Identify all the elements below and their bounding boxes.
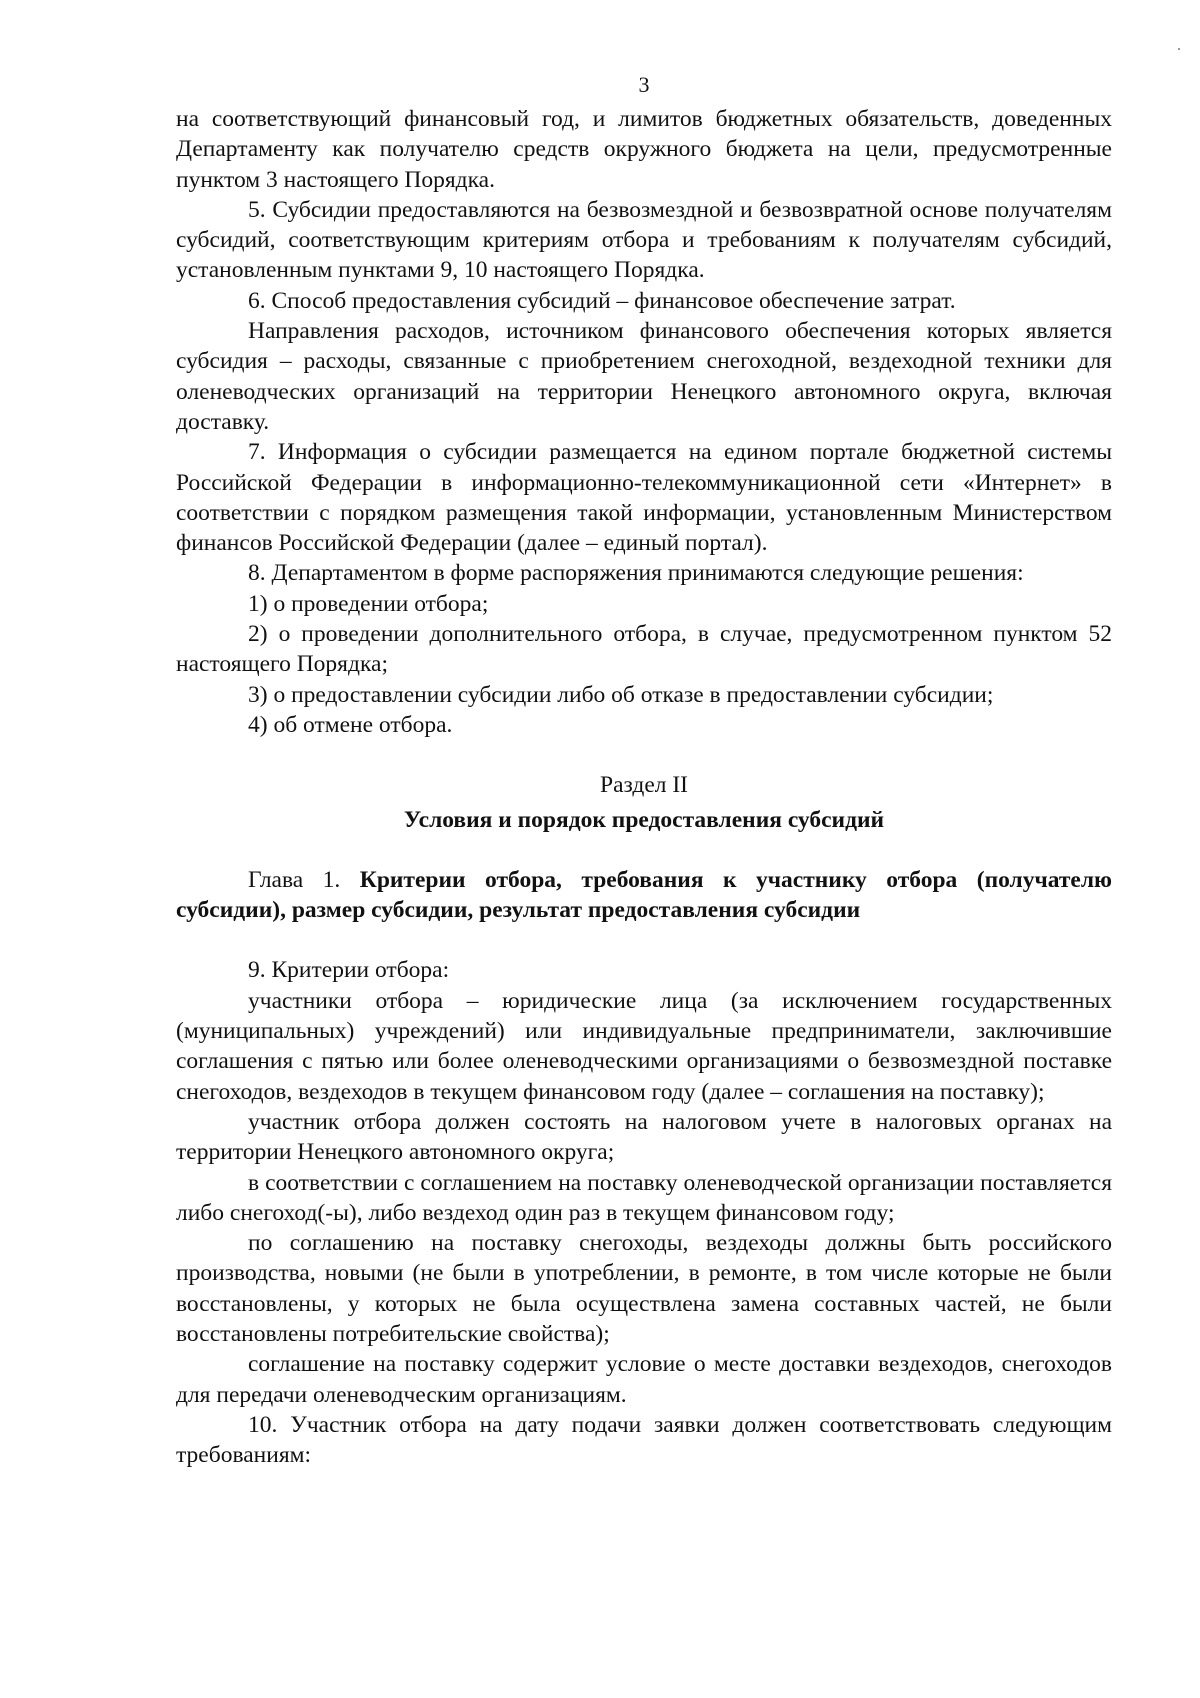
paragraph: 6. Способ предоставления субсидий – финансовое обеспечение затрат.: [248, 287, 956, 314]
list-item: 4) об отмене отбора.: [248, 711, 453, 738]
paragraph: 9. Критерии отбора:: [248, 957, 450, 984]
paragraph: участник отбора должен состоять на налоговом учете в налоговых органах на территории Ненецкого автономного округа;: [176, 1108, 1112, 1166]
page-number: 3: [638, 72, 650, 97]
scan-speck: [1178, 48, 1180, 50]
paragraph: на соответствующий финансовый год, и лимитов бюджетных обязательств, доведенных Департаменту как получателю средств окружного бюджета на цели, предусмотренные пунктом 3 настоящего Порядка.: [176, 106, 1112, 193]
paragraph: 8. Департаментом в форме распоряжения принимаются следующие решения:: [248, 560, 1024, 587]
paragraph: 10. Участник отбора на дату подачи заявки должен соответствовать следующим требованиям:: [176, 1411, 1112, 1469]
paragraph: соглашение на поставку содержит условие о месте доставки вездеходов, снегоходов для передачи оленеводческим организациям.: [176, 1351, 1112, 1408]
paragraph: по соглашению на поставку снегоходы, вездеходы должны быть российского производства, новыми (не были в употреблении, в ремонте, в том числе которые не были восстановлены, у которых не была осуществлена замена составных частей, не были восстановлены потребительские свойства);: [176, 1230, 1112, 1347]
list-item: 2) о проведении дополнительного отбора, в случае, предусмотренном пунктом 52 настоящего Порядка;: [176, 621, 1112, 678]
list-item: 3) о предоставлении субсидии либо об отказе в предоставлении субсидии;: [248, 681, 994, 708]
section-title: Условия и порядок предоставления субсидий: [403, 806, 885, 833]
paragraph: Направления расходов, источником финансового обеспечения которых является субсидия – расходы, связанные с приобретением снегоходной, вездеходной техники для оленеводческих организаций на территории Ненецкого автономного округа, включая доставку.: [176, 318, 1112, 435]
paragraph: в соответствии с соглашением на поставку оленеводческой организации поставляется либо снегоход(-ы), либо вездеход один раз в текущем финансовом году;: [176, 1169, 1112, 1226]
paragraph: участники отбора – юридические лица (за исключением государственных (муниципальных) учреждений) или индивидуальные предприниматели, заключившие соглашения с пятью или более оленеводческими организациями о безвозмездной поставке снегоходов, вездеходов в текущем финансовом году (далее – соглашения на поставку);: [176, 987, 1112, 1105]
document-page: [176, 68, 1112, 1470]
section-label: Раздел II: [600, 772, 688, 799]
paragraphs-top: [176, 104, 1112, 740]
chapter-prefix: Глава 1.: [248, 866, 341, 893]
list-item: 1) о проведении отбора;: [248, 590, 489, 617]
paragraph: 5. Субсидии предоставляются на безвозмездной и безвозвратной основе получателям субсидий, соответствующим критериям отбора и требованиям к получателям субсидий, установленным пунктами 9, 10 настоящего Порядка.: [176, 196, 1112, 284]
paragraph: 7. Информация о субсидии размещается на едином портале бюджетной системы Российской Федерации в информационно-телекоммуникационной сети «Интернет» в соответствии с порядком размещения такой информации, установленным Министерством финансов Российской Федерации (далее – единый портал).: [176, 439, 1112, 557]
chapter-title: Критерии отбора, требования к участнику отбора (получателю субсидии), размер субсидии, результат предоставления субсидии: [176, 866, 1112, 924]
paragraphs-bottom: [176, 955, 1112, 1470]
chapter-heading: [176, 865, 1112, 926]
